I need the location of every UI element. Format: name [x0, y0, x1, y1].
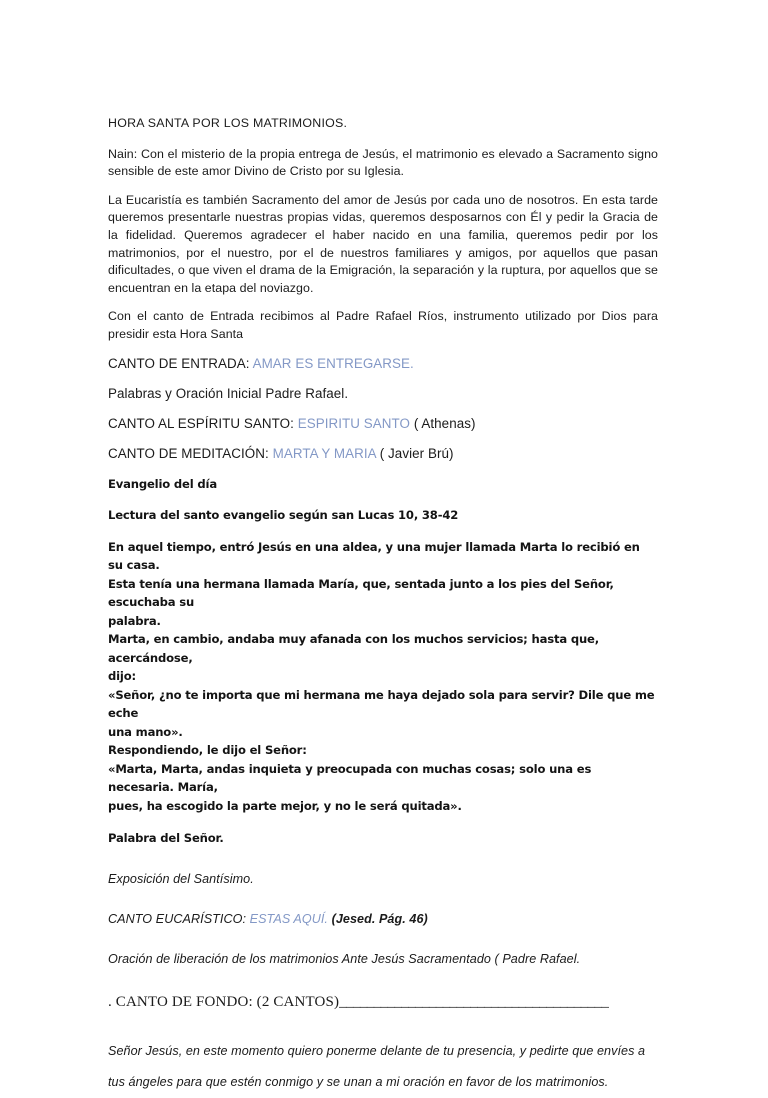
gospel-line-10: pues, ha escogido la parte mejor, y no le será quitada». [108, 798, 462, 813]
canto-de-fondo-line [108, 992, 658, 1012]
gospel-reading-title: Lectura del santo evangelio según san Lucas 10, 38-42 [108, 508, 459, 523]
canto-de-fondo-blank-rule: _______________________________________ [339, 993, 609, 1010]
gospel-line-1: En aquel tiempo, entró Jesús en una aldea, y una mujer llamada Marta lo recibió en su casa. [108, 539, 640, 573]
gospel-line-4: Marta, en cambio, andaba muy afanada con los muchos servicios; hasta que, acercándose, [108, 632, 599, 665]
canto-meditacion-song-link[interactable]: MARTA Y MARIA [272, 445, 376, 461]
canto-eucaristico-label: CANTO EUCARÍSTICO: [108, 911, 247, 926]
closing-prayer-line-1: Señor Jesús, en este momento quiero ponerme delante de tu presencia, y pedirte que envíes a [108, 1043, 646, 1058]
oracion-liberacion: Oración de liberación de los matrimonios Ante Jesús Sacramentado ( Padre Rafael. [108, 951, 581, 966]
canto-espiritu-santo-song-link[interactable]: ESPIRITU SANTO [297, 415, 411, 431]
canto-eucaristico-source: (Jesed. Pág. 46) [331, 911, 428, 926]
paragraph-entrada: Con el canto de Entrada recibimos al Padre Rafael Ríos, instrumento utilizado por Dios para presidir esta Hora Santa [108, 309, 658, 341]
gospel-line-3: palabra. [108, 613, 161, 628]
canto-espiritu-santo-author: ( Athenas) [413, 415, 476, 431]
page-title: HORA SANTA POR LOS MATRIMONIOS. [108, 116, 348, 130]
gospel-line-6: «Señor, ¿no te importa que mi hermana me haya dejado sola para servir? Dile que me eche [108, 687, 655, 721]
closing-prayer-line-2: tus ángeles para que estén conmigo y se unan a mi oración en favor de los matrimonios. [108, 1074, 609, 1089]
canto-meditacion-label: CANTO DE MEDITACIÓN: [108, 445, 269, 461]
canto-de-fondo-label: . CANTO DE FONDO: (2 CANTOS) [108, 993, 340, 1010]
canto-espiritu-santo-line [108, 415, 658, 433]
canto-de-entrada-label: CANTO DE ENTRADA: [108, 355, 250, 371]
canto-de-entrada-line [108, 355, 658, 373]
closing-prayer [108, 1036, 658, 1098]
gospel-closing: Palabra del Señor. [108, 831, 224, 846]
palabras-oracion-inicial: Palabras y Oración Inicial Padre Rafael. [108, 385, 349, 401]
canto-meditacion-line [108, 445, 658, 463]
canto-eucaristico-line [108, 910, 658, 928]
canto-de-entrada-song-link[interactable]: AMAR ES ENTREGARSE. [252, 355, 414, 371]
gospel-line-9: «Marta, Marta, andas inquieta y preocupada con muchas cosas; solo una es necesaria. María, [108, 761, 592, 795]
paragraph-nain: Nain: Con el misterio de la propia entrega de Jesús, el matrimonio es elevado a Sacramento signo sensible de este amor Divino de Cristo por su Iglesia. [108, 146, 658, 179]
exposicion-santisimo: Exposición del Santísimo. [108, 871, 254, 886]
gospel-line-7: una mano». [108, 724, 183, 739]
gospel-line-2: Esta tenía una hermana llamada María, que, sentada junto a los pies del Señor, escuchaba su [108, 576, 614, 610]
gospel-heading: Evangelio del día [108, 476, 217, 491]
canto-espiritu-santo-label: CANTO AL ESPÍRITU SANTO: [108, 415, 294, 431]
canto-meditacion-author: ( Javier Brú) [379, 445, 454, 461]
canto-eucaristico-song-link[interactable]: ESTAS AQUÍ. [249, 911, 328, 926]
paragraph-eucaristia: La Eucaristía es también Sacramento del amor de Jesús por cada uno de nosotros. En esta tarde queremos presentarle nuestras propias vidas, queremos desposarnos con Él y pedir la Gracia de la fidelidad. Queremos agradecer el haber nacido en una familia, queremos pedir por los matrimonios, por el nuestro, por el de nuestros familiares y amigos, por aquellos que pasan dificultades, o que viven el drama de la Emigración, la separación y la ruptura, por aquellos que se encuentran en la etapa del noviazgo. [108, 192, 658, 295]
gospel-line-8: Respondiendo, le dijo el Señor: [108, 743, 307, 758]
gospel-line-5: dijo: [108, 669, 136, 684]
